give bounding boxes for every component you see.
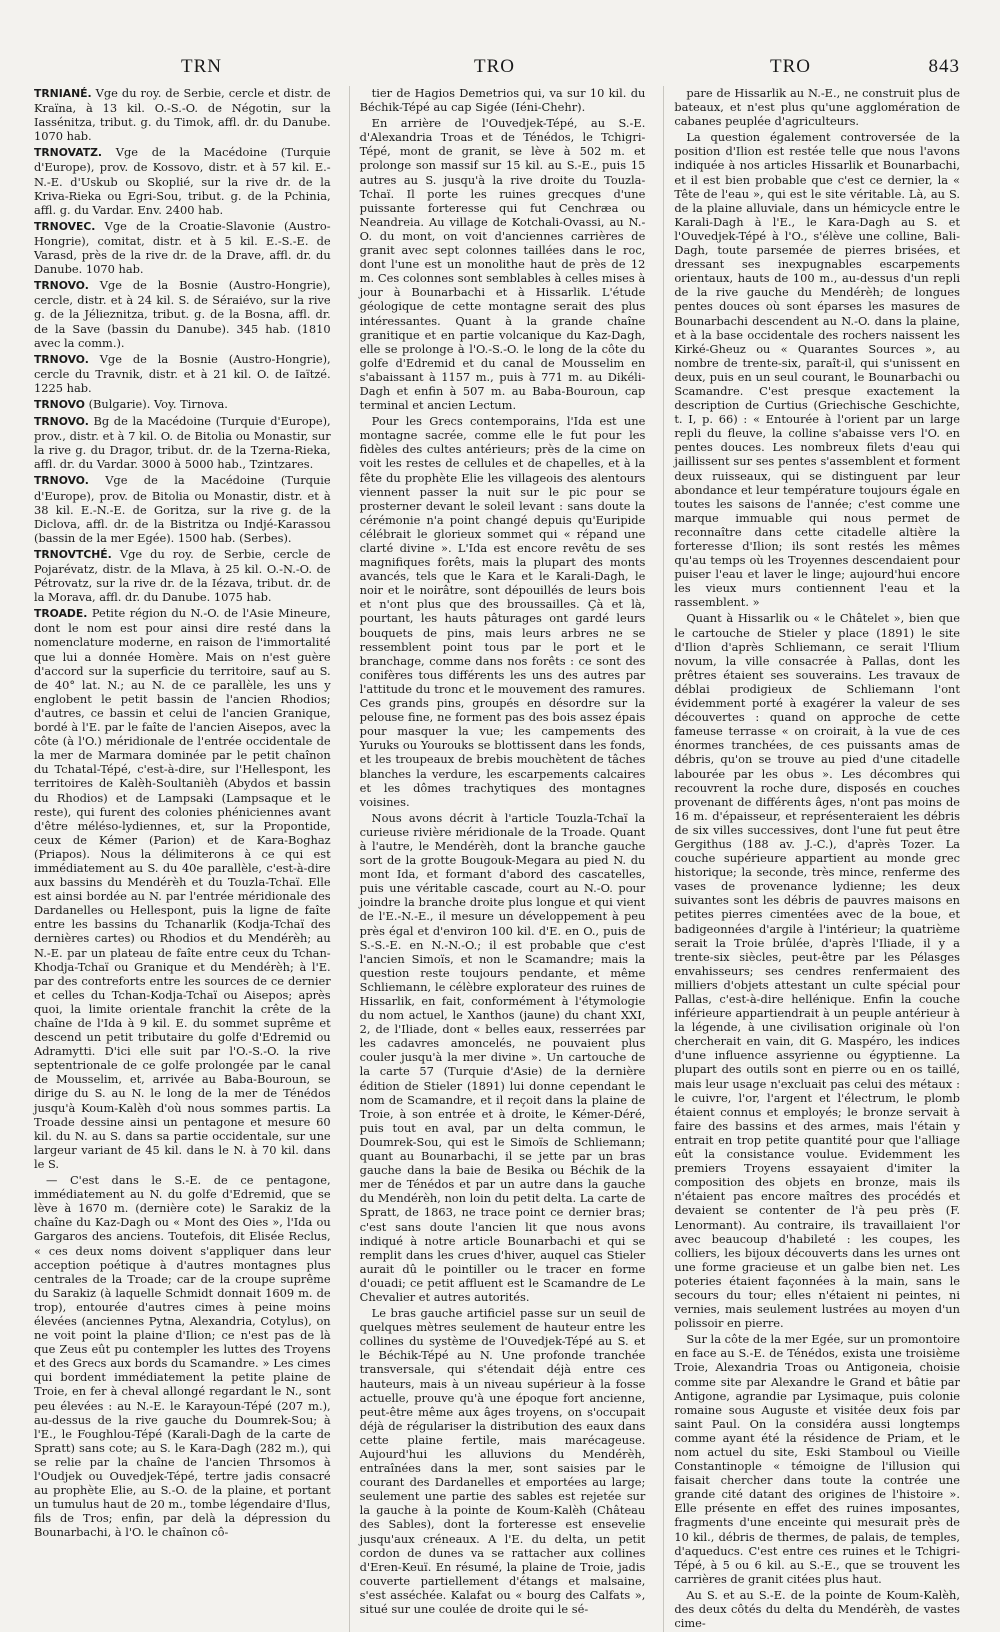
dictionary-entry <box>34 473 331 544</box>
entry-headword: TRNOVO. <box>34 279 89 293</box>
body-paragraph: Nous avons décrit à l'article Touzla-Tchaï la curieuse rivière méridionale de la Troade. Quant à l'autre, le Mendérèh, dont la branche gauche sort de la grotte Bougouk-Megara au pied N. du mont Ida, et formant d'abord des cascatelles, puis une véritable cascade, court au N.-O. pour joindre la branche droite plus longue et qui vient de l'E.-N.-E., il mesure un développement à peu près égal et d'environ 100 kil. d'E. en O., puis de S.-S.-E. en N.-N.-O.; il est probable que c'est l'ancien Simoïs, et non le Scamandre; mais la question reste toujours pendante, et même Schliemann, le célèbre explorateur des ruines de Hissarlik, en fait, conformément à l'étymologie du nom actuel, le Xanthos (jaune) du chant XXI, 2, de l'Iliade, dont « belles eaux, resserrées par les cadavres amoncelés, ne pouvaient plus couler jusqu'à la mer divine ». Un cartouche de la carte 57 (Turquie d'Asie) de la dernière édition de Stieler (1891) lui donne cependant le nom de Scamandre, et il reçoit dans la plaine de Troie, à son entrée et à droite, le Kémer-Déré, puis tout en aval, par un delta commun, le Doumrek-Sou, qui est le Simoïs de Schliemann; quant au Bounarbachi, il se jette par un bras gauche dans la baie de Besika ou Béchik de la mer de Ténédos et par un autre dans la gauche du Mendérèh, non loin du petit delta. La carte de Spratt, de 1863, ne trace point ce dernier bras; c'est sans doute l'ancien lit que nous avons indiqué à notre article Bounarbachi et qui se remplit dans les crues d'hiver, auquel cas Stieler aurait dû le pointiller ou le tracer en forme d'ouadi; ce petit affluent est le Scamandre de Le Chevalier et autres autorités. <box>359 810 646 1304</box>
body-paragraph: Le bras gauche artificiel passe sur un seuil de quelques mètres seulement de hauteur entre les collines du système de l'Ouvedjek-Tépé au S. et le Béchik-Tépé au N. Une profonde tranchée transversale, qui s'étendait déjà entre ces hauteurs, mais à un niveau supérieur à la fosse actuelle, prouve qu'à une époque fort ancienne, peut-être même aux âges troyens, on s'occupait déjà de régulariser la distribution des eaux dans cette plaine fertile, mais marécageuse. Aujourd'hui les alluvions du Mendérèh, entraînées dans la mer, sont saisies par le courant des Dardanelles et emportées au large; seulement une partie des sables est rejetée sur la gauche à la pointe de Koum-Kalèh (Château des Sables), dont la forteresse est ensevelie jusqu'aux créneaux. A l'E. du delta, un petit cordon de dunes va se rattacher aux collines d'Eren-Keuï. En résumé, la plaine de Troie, jadis couverte partiellement d'étangs et malsaine, s'est asséchée. Kalafat ou « bourg des Calfats », situé sur une coulée de droite qui le sé- <box>359 1306 646 1617</box>
entry-text: Vge du roy. de Serbie, cercle de Pojarévatz, distr. de la Mlava, à 25 kil. O.-N.-O. de Pétrovatz, sur la rive dr. de la Iézava, tribut. dr. de la Morava, affl. dr. du Danube. 1075 hab. <box>34 546 331 605</box>
page-number: 843 <box>928 56 960 77</box>
entry-headword: TRNOVATZ. <box>34 146 103 160</box>
header-center-keyword: TRO <box>474 56 515 77</box>
dictionary-entry <box>34 219 331 276</box>
body-paragraph: — C'est dans le S.-E. de ce pentagone, immédiatement au N. du golfe d'Edremid, que se lève à 1670 m. (dernière cote) le Sarakiz de la chaîne du Kaz-Dagh ou « Mont des Oies », l'Ida ou Gargaros des anciens. Toutefois, dit Elisée Reclus, « ces deux noms doivent s'appliquer dans leur acception poétique à d'autres montagnes plus centrales de la Troade; car de la croupe suprême du Sarakiz (à laquelle Schmidt donnait 1609 m. de trop), entourée d'autres cimes à peine moins élevées (anciennes Pytna, Alexandria, Cotylus), on ne voit point la plaine d'Ilion; ce n'est pas de là que Zeus eût pu contempler les luttes des Troyens et des Grecs aux bords du Scamandre. » Les cimes qui bordent immédiatement la petite plaine de Troie, en fer à cheval allongé regardant le N., sont peu élevées : au N.-E. le Karayoun-Tépé (207 m.), au-dessus de la rive gauche du Doumrek-Sou; à l'E., le Foughlou-Tépé (Karali-Dagh de la carte de Spratt) sans cote; au S. le Kara-Dagh (282 m.), qui se relie par la chaîne de l'ancien Thrsomos à l'Oudjek ou Ouvedjek-Tépé, tertre jadis consacré au prophète Elie, au S.-O. de la plaine, et portant un tumulus haut de 20 m., tombe légendaire d'Ilus, fils de Tros; enfin, par delà la dépression du Bounarbachi, à l'O. le chaînon cô- <box>34 1173 331 1540</box>
entry-text: Vge de la Bosnie (Austro-Hongrie), cercle du Travnik, distr. et à 21 kil. O. de Iaïtzé. 1225 hab. <box>34 351 331 395</box>
body-paragraph: En arrière de l'Ouvedjek-Tépé, au S.-E. d'Alexandria Troas et de Ténédos, le Tchigri-Tépé, mont de granit, se lève à 502 m. et prolonge son massif sur 15 kil. au S.-E., puis 15 autres au S. jusqu'à la rive droite du Touzla-Tchaï. Il porte les ruines grecques d'une puissante forteresse qui fut Cenchræa ou Neandreia. Au village de Kotchali-Ovassi, au N.-O. du mont, on voit d'anciennes carrières de granit avec sept colonnes taillées dans le roc, dont l'une est un monolithe haut de près de 12 m. Ces colonnes sont semblables à celles mises à jour à Bounarbachi et à Hissarlik. L'étude géologique de cette montagne serait des plus intéressantes. Quant à la grande chaîne granitique et en partie volcanique du Kaz-Dagh, elle se prolonge à l'O.-S.-O. le long de la côte du golfe d'Edremid et du canal de Mousselim en s'abaissant à 1157 m., puis à 771 m. au Dikéli-Dagh et enfin à 507 m. au Baba-Bouroun, cap terminal et ancien Lectum. <box>359 116 646 413</box>
entry-headword: TRNIANÉ. <box>34 87 92 100</box>
entry-headword: TRNOVO. <box>34 474 89 488</box>
body-paragraph: Quant à Hissarlik ou « le Châtelet », bien que le cartouche de Stieler y place (1891) le site d'Ilion d'après Schliemann, ce serait l'Ilium novum, la ville consacrée à Pallas, dont les prêtres étaient ses souverains. Les travaux de déblai prodigieux de Schliemann l'ont évidemment porté à exagérer la valeur de ses découvertes : quand on approche de cette fameuse terrasse « on croirait, à la vue de ces énormes tranchées, de ces puissants amas de débris, qu'on se trouve au pied d'une citadelle labourée par les obus ». Les décombres qui recouvrent la roche dure, disposés en couches provenant de différents âges, n'ont pas moins de 16 m. d'épaisseur, et représenteraient les débris de six villes successives, dont l'une fut peut être Gergithus (188 av. J.-C.), d'après Tozer. La couche supérieure appartient au monde grec historique; la seconde, très mince, renferme des vases de provenance lydienne; les deux suivantes sont les débris de pauvres maisons en petites pierres cimentées avec de la boue, et badigeonnées d'argile à l'intérieur; la quatrième serait la Troie brûlée, d'après l'Iliade, il y a trente-six siècles, peut-être par les Pélasges envahisseurs; ses cendres renfermaient des milliers d'objets attestant un culte spécial pour Pallas, c'est-à-dire hellénique. Enfin la couche inférieure appartiendrait à un peuple antérieur à la légende, à une civilisation originale où l'on chercherait en vain, dit G. Maspéro, les indices d'une influence assyrienne ou égyptienne. La plupart des outils sont en pierre ou en os taillé, mais leur usage n'excluait pas celui des métaux : le cuivre, l'or, l'argent et l'électrum, le plomb étaient connus et employés; le bronze servait à faire des bassins et des armes, mais l'étain y entrait en trop petite quantité pour que l'alliage eût la consistance voulue. Evidemment les premiers Troyens essayaient d'imiter la composition des objets en bronze, mais ils n'étaient pas encore maîtres des procédés et devaient se contenter de l'à peu près (F. Lenormant). Au contraire, ils travaillaient l'or avec beaucoup d'habileté : les coupes, les colliers, les bijoux découverts dans les urnes ont une forme gracieuse et un galbe bien net. Les poteries étaient façonnées à la main, sans le secours du tour; elles n'étaient ni peintes, ni vernies, mais seulement lustrées au moyen d'un polissoir en pierre. <box>674 611 960 1331</box>
entry-text: Vge de la Croatie-Slavonie (Austro-Hongrie), comitat, distr. et à 5 kil. E.-S.-E. de Varasd, près de la rive dr. de la Drave, affl. dr. du Danube. 1070 hab. <box>34 218 331 277</box>
body-paragraph: tier de Hagios Demetrios qui, va sur 10 kil. du Béchik-Tépé au cap Sigée (Iéni-Chehr). <box>359 86 646 115</box>
column-left <box>34 86 331 1632</box>
dictionary-entry <box>34 606 331 1171</box>
entry-text: (Bulgarie). Voy. Tirnova. <box>88 396 228 411</box>
dictionary-entry <box>34 414 331 471</box>
entry-text: Vge du roy. de Serbie, cercle et distr. de Kraïna, à 13 kil. O.-S.-O. de Négotin, sur la Iassénitza, tribut. g. du Timok, affl. dr. du Danube. 1070 hab. <box>34 86 331 144</box>
header-right-keyword: TRO <box>770 56 811 77</box>
entry-text: Bg de la Macédoine (Turquie d'Europe), prov., distr. et à 7 kil. O. de Bitolia ou Monastir, sur la rive g. du Dragor, tribut. dr. de la Tzerna-Rieka, affl. dr. du Vardar. 3000 à 5000 hab., Tzintzares. <box>34 414 331 472</box>
entry-text: Petite région du N.-O. de l'Asie Mineure, dont le nom est pour ainsi dire resté dans la nomenclature moderne, en raison de l'immortalité que lui a donnée Homère. Mais on n'est guère d'accord sur la superficie du territoire, sauf au S. de 40° lat. N.; au N. de ce parallèle, les uns y englobent le petit bassin de l'ancien Rhodios; d'autres, ce bassin et celui de l'ancien Granique, bordé à l'E. par le faîte de l'ancien Aisepos, avec la côte (à l'O.) méridionale de l'entrée occidentale de la mer de Marmara dominée par le petit chaînon du Tchatal-Tépé, c'est-à-dire, sur l'Hellespont, les territoires de Kalèh-Soultanièh (Abydos et bassin du Rhodios) et de Lampsaki (Lampsaque et le reste), qui furent des colonies phéniciennes avant d'être méléso-lydiennes, et, sur la Propontide, ceux de Kémer (Parion) et de Kara-Boghaz (Priapos). Nous la délimiterons à ce qui est immédiatement au S. du 40e parallèle, c'est-à-dire aux bassins du Mendérèh et du Touzla-Tchaï. Elle est ainsi bordée au N. par l'entrée méridionale des Dardanelles ou Hellespont, puis la ligne de faîte entre les bassins du Tchanarlik (Kodja-Tchaï des dernières cartes) ou Rhodios et du Mendérèh; au N.-E. par un plateau de faîte entre ceux du Tchan-Khodja-Tchaï ou Granique et du Mendérèh; à l'E. par des contreforts entre les sources de ce dernier et celles du Tchan-Kodja-Tchaï ou Aisepos; après quoi, la limite orientale franchit la crête de la chaîne de l'Ida à 9 kil. E. du sommet suprême et descend un petit tributaire du golfe d'Edremid ou Adramytti. D'ici elle suit par l'O.-S.-O. la rive septentrionale de ce golfe prolongée par le canal de Mousselim, et, arrivée au Baba-Bouroun, se dirige du S. au N. le long de la mer de Ténédos jusqu'à Koum-Kalèh d'où nous sommes partis. La Troade dessine ainsi un pentagone et mesure 60 kil. du N. au S. dans sa partie occidentale, sur une largeur variant de 45 kil. dans le N. à 70 kil. dans le S. <box>34 606 331 1171</box>
dictionary-entry <box>34 352 331 395</box>
dictionary-entry <box>34 145 331 216</box>
dictionary-entry <box>34 547 331 604</box>
body-paragraph: Pour les Grecs contemporains, l'Ida est une montagne sacrée, comme elle le fut pour les fidèles des cultes antérieurs; près de la cime on voit les restes de cellules et de chapelles, et à la fête du prophète Elie les villageois des alentours viennent passer la nuit sur le pic pour se prosterner devant le soleil levant : sans doute la cérémonie n'a point changé depuis qu'Euripide célébrait le glorieux sommet qui « répand une clarté divine ». L'Ida est encore revêtu de ses magnifiques forêts, mais la plupart des monts avancés, tels que le Kara et le Karali-Dagh, le noir et le noirâtre, sont dépouillés de leurs bois et n'ont plus que des broussailles. Çà et là, pourtant, les hauts pâturages ont gardé leurs bouquets de pins, mais leurs arbres ne se ressemblent point tous par le port et le branchage, comme dans nos forêts : ce sont des conifères tous différents les uns des autres par l'attitude du tronc et le mouvement des ramures. Ces grands pins, groupés en désordre sur la pelouse fine, ne forment pas des bois assez épais pour masquer la vue; les campements des Yuruks ou Yourouks se blottissent dans les fonds, et les troupeaux de brebis mouchètent de tâches blanches la verdure, les escarpements calcaires et les dômes trachytiques des montagnes voisines. <box>359 414 646 809</box>
body-paragraph: La question également controversée de la position d'Ilion est restée telle que nous l'avons indiquée à nos articles Hissarlik et Bounarbachi, et il est bien probable que c'est ce dernier, la « Tête de l'eau », qui est le site véritable. Là, au S. de la plaine alluviale, dans un hémicycle entre le Karali-Dagh à l'E., le Kara-Dagh au S. et l'Ouvedjek-Tépé à l'O., s'élève une colline, Bali-Dagh, toute parsemée de pierres brisées, et dressant ses inexpugnables escarpements orientaux, hauts de 100 m., au-dessus d'un repli de la rive gauche du Mendérèh; de longues pentes douces où sont éparses les masures de Bounarbachi descendent au N.-O. dans la plaine, et à la base occidentale des rochers naissent les Kirké-Gheuz ou « Quarantes Sources », au nombre de trente-six, paraît-il, qui s'unissent en deux, puis en un seul courant, le Bounarbachi ou Scamandre. C'est presque exactement la description de Curtius (Griechische Geschichte, t. I, p. 66) : « Entourée à l'orient par un large repli du fleuve, la colline s'abaisse vers l'O. en pentes douces. Les nombreux filets d'eau qui jaillissent sur ses pentes s'assemblent et forment deux ruisseaux, qui se distinguent par leur abondance et leur température toujours égale en toutes les saisons de l'année; c'est comme une marque immuable qui nous permet de reconnaître dans cette citadelle altière la forteresse d'Ilion; ils sont restés les mêmes qu'au temps où les Troyennes descendaient pour puiser l'eau et laver le linge; aujourd'hui encore les vieux murs contiennent l'eau et la rassemblent. » <box>674 130 960 610</box>
column-middle <box>349 86 646 1632</box>
body-paragraph: Sur la côte de la mer Egée, sur un promontoire en face au S.-E. de Ténédos, exista une troisième Troie, Alexandria Troas ou Antigoneia, choisie comme site par Alexandre le Grand et bâtie par Antigone, agrandie par Lysimaque, puis colonie romaine sous Auguste et visitée deux fois par saint Paul. On la considéra aussi longtemps comme ayant été la résidence de Priam, et le nom actuel du site, Eski Stamboul ou Vieille Constantinople « témoigne de l'illusion qui faisait chercher dans toute la contrée une grande cité datant des origines de l'histoire ». Elle présente en effet des ruines imposantes, fragments d'une enceinte qui mesurait près de 10 kil., débris de thermes, de palais, de temples, d'aqueducs. C'est entre ces ruines et le Tchigri-Tépé, à 5 ou 6 kil. au S.-E., que se trouvent les carrières de granit citées plus haut. <box>674 1332 960 1586</box>
entry-headword: TRNOVEC. <box>34 219 96 233</box>
entry-headword: TROADE. <box>34 607 88 621</box>
entry-headword: TRNOVO. <box>34 352 89 366</box>
header-left-keyword: TRN <box>181 56 222 77</box>
entry-text: Vge de la Bosnie (Austro-Hongrie), cercle, distr. et à 24 kil. S. de Séraiévo, sur la rive g. de la Jélieznitza, tribut. g. de la Bosna, affl. dr. de la Save (bassin du Danube). 345 hab. (1810 avec la comm.). <box>34 278 331 350</box>
entry-text: Vge de la Macédoine (Turquie d'Europe), prov. de Bitolia ou Monastir, distr. et à 38 kil. E.-N.-E. de Goritza, sur la rive g. de la Diclova, affl. dr. de la Bistritza ou Indjé-Karassou (bassin de la mer Egée). 1500 hab. (Serbes). <box>34 473 331 545</box>
entry-text: Vge de la Macédoine (Turquie d'Europe), prov. de Kossovo, distr. et à 57 kil. E.-N.-E. d'Uskub ou Skoplié, sur la rive dr. de la Kriva-Rieka ou Egri-Sou, tribut. g. de la Pchinia, affl. g. du Vardar. Env. 2400 hab. <box>34 145 331 217</box>
dictionary-entry <box>34 278 331 349</box>
text-columns <box>34 86 960 1631</box>
dictionary-entry <box>34 86 331 143</box>
body-paragraph: pare de Hissarlik au N.-E., ne construit plus de bateaux, et n'est plus qu'une agglomération de cabanes peuplée d'agriculteurs. <box>674 86 960 129</box>
body-paragraph: Au S. et au S.-E. de la pointe de Koum-Kalèh, des deux côtés du delta du Mendérèh, de vastes cime- <box>674 1587 960 1631</box>
entry-headword: TRNOVO. <box>34 415 89 429</box>
entry-headword: TRNOVO <box>34 397 85 411</box>
dictionary-entry <box>34 397 331 412</box>
column-right <box>663 86 960 1632</box>
entry-headword: TRNOVTCHÉ. <box>34 547 112 561</box>
page-header <box>34 56 960 86</box>
